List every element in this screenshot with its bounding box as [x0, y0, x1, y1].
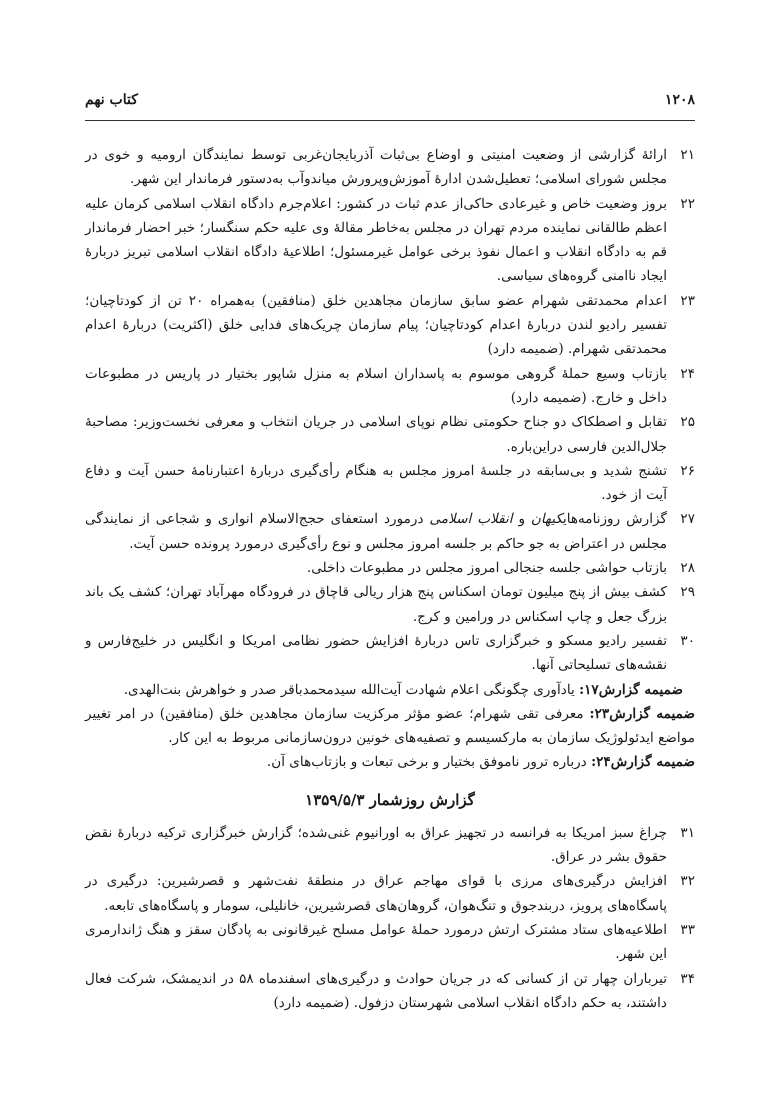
item-text: اطلاعیه‌های ستاد مشترک ارتش درمورد حملهٔ عوامل مسلح غیرقانونی به پادگان سقز و هنگ ژاندارمری این شهر.: [85, 921, 667, 963]
appendix-text: یادآوری چگونگی اعلام شهادت آیت‌الله سیدمحمدباقر صدر و خواهرش بنت‌الهدی.: [123, 681, 580, 698]
appendix-23: [85, 702, 695, 751]
item-text: افزایش درگیری‌های مرزی با قوای مهاجم عراق در منطقهٔ نفت‌شهر و قصرشیرین: درگیری در پاسگاه‌های پرویز، دربندجوق و تنگ‌هوان، گروهان‌های قصرشیرین، خانلیلی، سومار و پاسگاه‌های تابعه.: [85, 873, 667, 914]
section-title: گزارش روزشمار ۱۳۵۹/۵/۳: [305, 790, 475, 809]
report-item-23: [85, 289, 695, 362]
item-number: ۳۳: [680, 921, 695, 938]
appendix-label: ضمیمه گزارش۲۴:: [591, 754, 695, 771]
report-item-21: [85, 143, 695, 192]
item-text: گزارش روزنامه‌های: [562, 511, 667, 528]
item-number: ۲۲: [680, 195, 695, 212]
report-item-22: [85, 192, 695, 289]
page-number: ۱۲۰۸: [664, 92, 695, 108]
appendix-text: معرفی تقی شهرام؛ عضو مؤثر مرکزیت سازمان مجاهدین خلق (منافقین) در امر تغییر مواضع ایدئولوژیک سازمان به مارکسیسم و تصفیه‌های خونین درون‌سازمانی مربوط به این کار.: [85, 705, 695, 747]
appendix-label: ضمیمه گزارش۱۷:: [579, 681, 683, 698]
item-text: بازتاب حواشی جلسه جنجالی امروز مجلس در مطبوعات داخلی.: [306, 560, 667, 577]
newspaper-name: انقلاب اسلامی: [429, 511, 513, 528]
appendix-24: [85, 750, 695, 774]
item-number: ۳۴: [680, 970, 695, 987]
document-body: [85, 143, 695, 1015]
appendix-17: [85, 678, 695, 702]
appendix-text: درباره ترور ناموفق بختیار و برخی تبعات و بازتاب‌های آن.: [266, 754, 592, 771]
report-item-26: [85, 459, 695, 508]
item-text: تیرباران چهار تن از کسانی که در جریان حوادث و درگیری‌های اسفندماه ۵۸ در اندیمشک، شرکت فعال داشتند، به حکم دادگاه انقلاب اسلامی شهرستان دزفول. (ضمیمه دارد): [85, 970, 667, 1011]
report-item-31: [85, 821, 695, 870]
item-text: درمورد استعفای حجج‌الاسلام انواری و شجاعی از نمایندگی مجلس در اعتراض به جو حاکم بر جلسه امروز مجلس و نوع رأی‌گیری درمورد پرونده حسن آیت.: [85, 511, 667, 552]
newspaper-name: کیهان: [530, 511, 563, 528]
item-number: ۳۱: [680, 824, 695, 841]
item-number: ۲۹: [680, 584, 695, 601]
report-item-32: [85, 869, 695, 918]
book-title: کتاب نهم: [85, 92, 138, 108]
item-text: چراغ سبز امریکا به فرانسه در تجهیز عراق به اورانیوم غنی‌شده؛ گزارش خبرگزاری ترکیه دربارهٔ نقض حقوق بشر در عراق.: [85, 824, 667, 866]
report-item-25: [85, 410, 695, 459]
header-rule: [85, 120, 695, 121]
item-number: ۲۷: [680, 511, 695, 528]
item-number: ۲۱: [680, 147, 695, 163]
appendix-label: ضمیمه گزارش۲۳:: [589, 705, 695, 722]
item-text: تشنج شدید و بی‌سابقه در جلسهٔ امروز مجلس به هنگام رأی‌گیری دربارهٔ اعتبارنامهٔ حسن آیت و دفاع آیت از خود.: [85, 462, 667, 504]
item-text: اعدام محمدتقی شهرام عضو سابق سازمان مجاهدین خلق (منافقین) به‌همراه ۲۰ تن از کودتاچیان؛ تفسیر رادیو لندن دربارهٔ اعدام کودتاچیان؛ پیام سازمان چریک‌های فدایی خلق (اکثریت) دربارهٔ اعدام محمدتقی شهرام. (ضمیمه دارد): [85, 292, 667, 358]
report-item-34: [85, 967, 695, 1016]
report-item-30: [85, 629, 695, 678]
report-item-24: [85, 362, 695, 411]
item-text: بروز وضعیت خاص و غیرعادی حاکی‌از عدم ثبات در کشور: اعلام‌جرم دادگاه انقلاب اسلامی کرمان علیه اعظم طالقانی نماینده مردم تهران در مجلس به‌خاطر مقالهٔ وی علیه حکم سنگسار؛ خبر احضار فرماندار قم به دادگاه انقلاب و اعمال نفوذ برخی عوامل غیرمسئول؛ اطلاعیهٔ دادگاه انقلاب اسلامی تبریز دربارهٔ ایجاد ناامنی گروه‌های سیاسی.: [85, 195, 667, 285]
item-text: ارائهٔ گزارشی از وضعیت امنیتی و اوضاع بی‌ثبات آذربایجان‌غربی توسط نمایندگان ارومیه و خوی در مجلس شورای اسلامی؛ تعطیل‌شدن ادارهٔ آموزش‌وپرورش میاندوآب به‌دستور فرماندار این شهر.: [85, 147, 667, 188]
item-number: ۲۴: [680, 365, 695, 382]
item-number: ۲۵: [680, 414, 695, 431]
item-text: تقابل و اصطکاک دو جناح حکومتی نظام نوپای اسلامی در جریان انتخاب و معرفی نخست‌وزیر: مصاحبهٔ جلال‌الدین فارسی دراین‌باره.: [85, 414, 667, 455]
page-header: [85, 92, 695, 116]
item-number: ۳۰: [680, 632, 695, 649]
report-item-27: [85, 507, 695, 556]
item-text: و: [512, 511, 531, 528]
report-item-33: [85, 918, 695, 967]
item-number: ۲۸: [680, 560, 695, 577]
item-number: ۲۳: [680, 292, 695, 309]
item-text: تفسیر رادیو مسکو و خبرگزاری تاس دربارهٔ افزایش حضور نظامی امریکا و انگلیس در خلیج‌فارس و نقشه‌های تسلیحاتی آنها.: [85, 632, 667, 674]
item-number: ۳۲: [680, 873, 695, 890]
item-number: ۲۶: [680, 462, 695, 479]
report-item-28: [85, 556, 695, 580]
report-item-29: [85, 580, 695, 629]
item-text: کشف بیش از پنج میلیون تومان اسکناس پنج هزار ریالی قاچاق در فرودگاه مهرآباد تهران؛ کشف یک باند بزرگ جعل و چاپ اسکناس در ورامین و کرج.: [85, 584, 667, 625]
item-text: بازتاب وسیع حملهٔ گروهی موسوم به پاسداران اسلام به منزل شاپور بختیار در پاریس در مطبوعات داخل و خارج. (ضمیمه دارد): [85, 365, 667, 406]
